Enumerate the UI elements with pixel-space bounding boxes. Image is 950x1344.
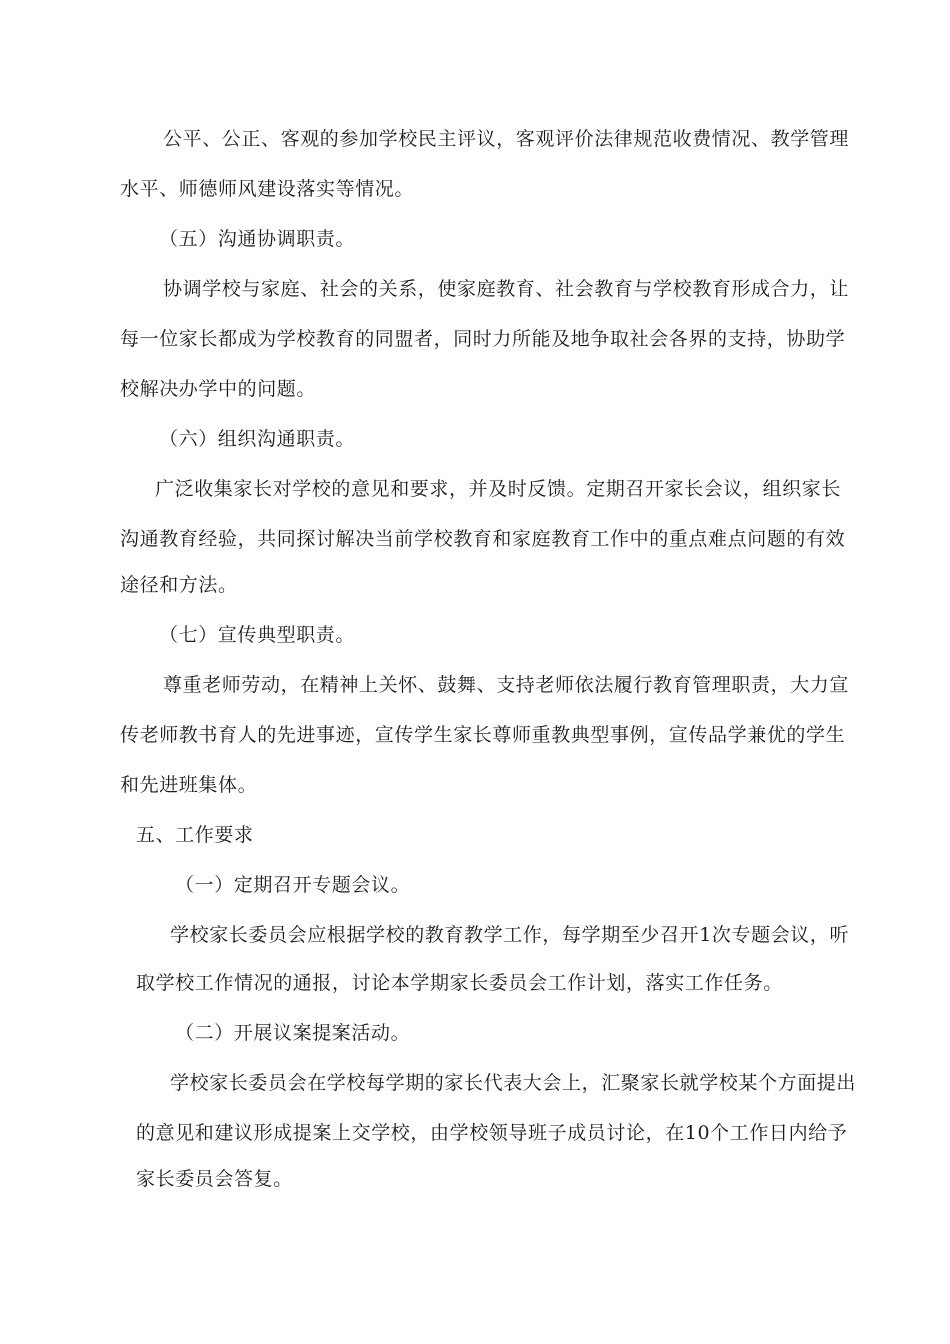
- chapter-heading: 五、工作要求: [136, 824, 254, 846]
- paragraph-line: 和先进班集体。: [120, 774, 258, 796]
- paragraph-line: 取学校工作情况的通报，讨论本学期家长委员会工作计划，落实工作任务。: [136, 972, 783, 994]
- paragraph-line: 校解决办学中的问题。: [120, 378, 317, 400]
- paragraph-line: 沟通教育经验，共同探讨解决当前学校教育和家庭教育工作中的重点难点问题的有效: [120, 528, 846, 550]
- paragraph-line: 途径和方法。: [120, 574, 238, 596]
- paragraph-line: 的意见和建议形成提案上交学校，由学校领导班子成员讨论，在10个工作日内给予: [136, 1122, 848, 1144]
- section-heading: （六）组织沟通职责。: [159, 428, 356, 450]
- section-heading: （五）沟通协调职责。: [159, 228, 356, 250]
- paragraph-line: 协调学校与家庭、社会的关系，使家庭教育、社会教育与学校教育形成合力，让: [163, 278, 850, 300]
- section-heading: （七）宣传典型职责。: [159, 624, 356, 646]
- paragraph-line: 学校家长委员会在学校每学期的家长代表大会上，汇聚家长就学校某个方面提出: [170, 1072, 857, 1094]
- paragraph-line: 学校家长委员会应根据学校的教育教学工作，每学期至少召开1次专题会议，听: [170, 924, 850, 946]
- paragraph-line: 尊重老师劳动，在精神上关怀、鼓舞、支持老师依法履行教育管理职责，大力宣: [163, 674, 850, 696]
- paragraph-line: 公平、公正、客观的参加学校民主评议，客观评价法律规范收费情况、教学管理: [163, 128, 850, 150]
- paragraph-line: 广泛收集家长对学校的意见和要求，并及时反馈。定期召开家长会议，组织家长: [155, 478, 842, 500]
- paragraph-line: 水平、师德师风建设落实等情况。: [120, 178, 415, 200]
- paragraph-line: 家长委员会答复。: [136, 1168, 293, 1190]
- paragraph-line: 每一位家长都成为学校教育的同盟者，同时力所能及地争取社会各界的支持，协助学: [120, 328, 846, 350]
- paragraph-line: 传老师教书育人的先进事迹，宣传学生家长尊师重教典型事例，宣传品学兼优的学生: [120, 724, 846, 746]
- section-heading: （一）定期召开专题会议。: [175, 874, 411, 896]
- section-heading: （二）开展议案提案活动。: [175, 1022, 411, 1044]
